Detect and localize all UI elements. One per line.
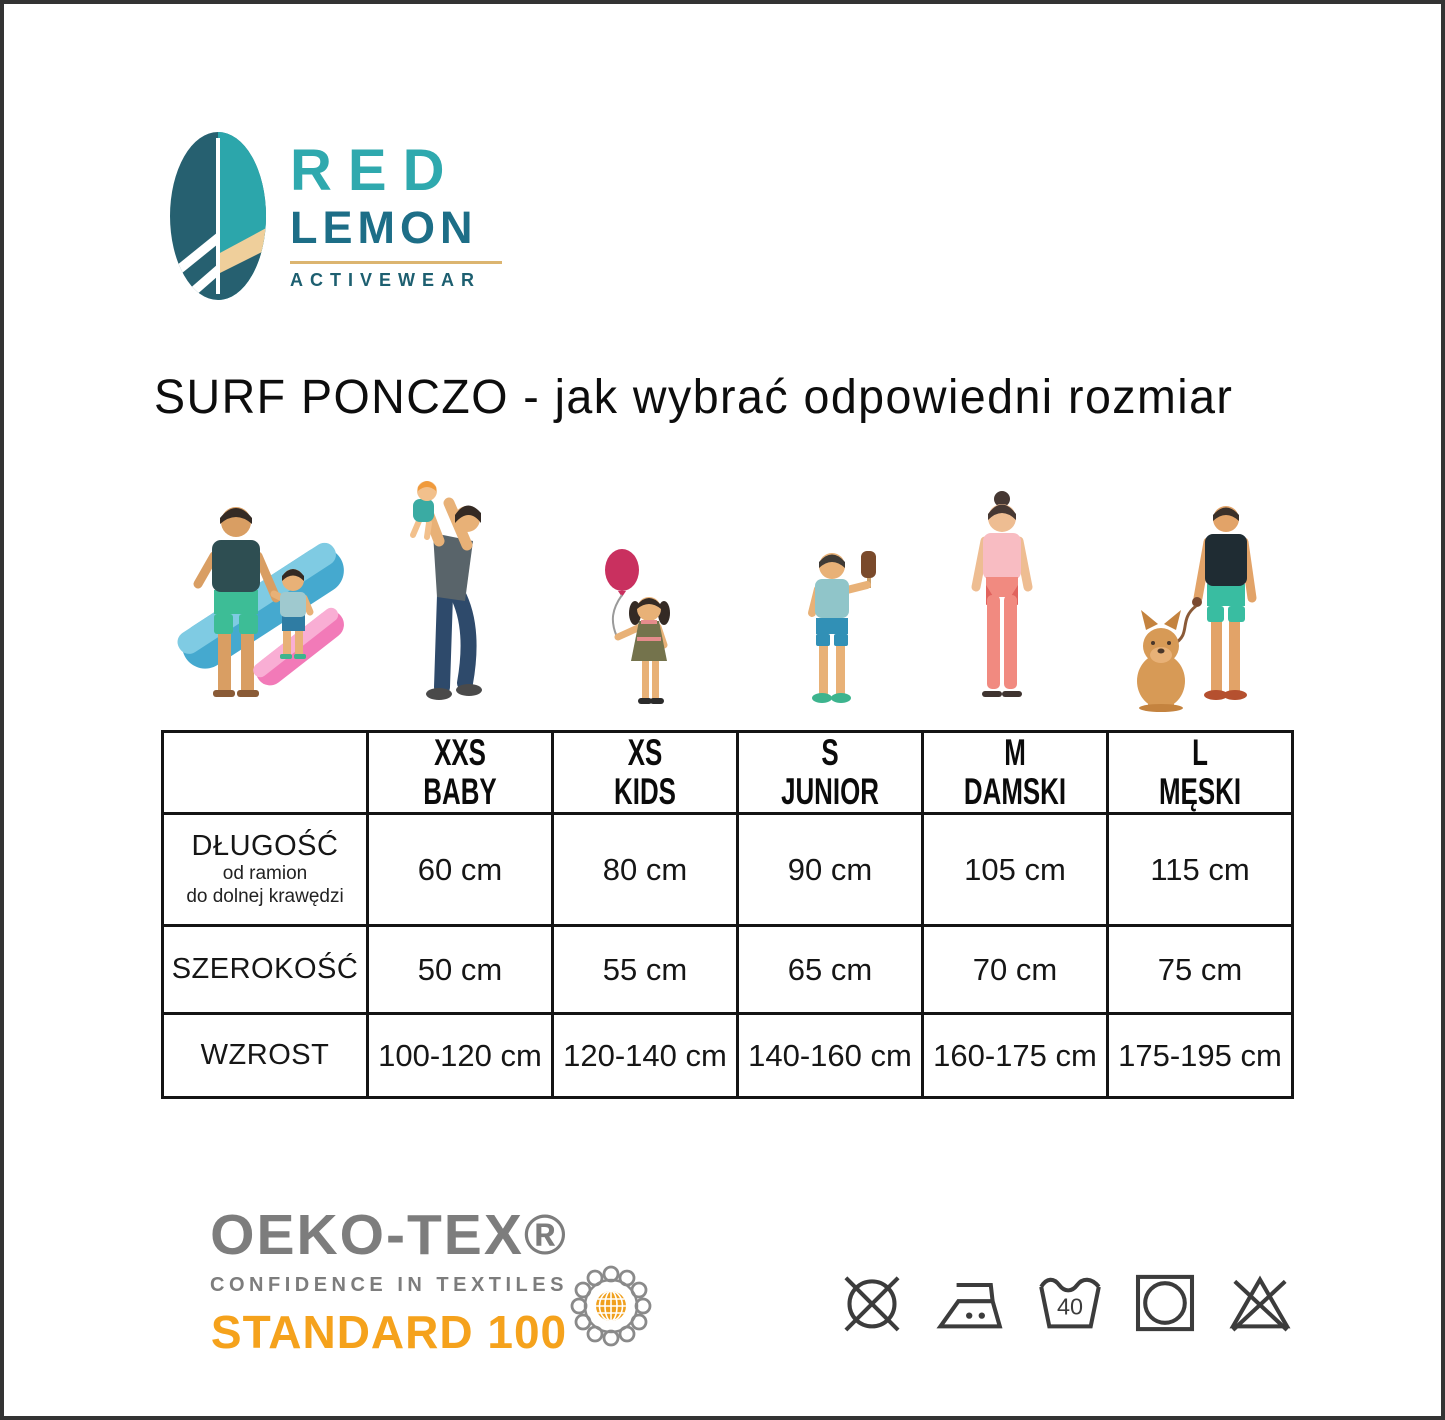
height-xs: 120-140 cm	[553, 1014, 738, 1098]
father-lifting-baby-illustration	[387, 475, 505, 711]
table-row-width	[163, 926, 1293, 1014]
height-s: 140-160 cm	[738, 1014, 923, 1098]
length-l: 115 cm	[1108, 814, 1293, 926]
width-m: 70 cm	[923, 926, 1108, 1014]
brand-wordmark	[290, 128, 502, 304]
row-label: WZROST	[200, 1039, 330, 1071]
row-header-length	[163, 814, 368, 926]
row-sublabel-line2: do dolnej krawędzi	[186, 886, 344, 907]
row-sublabel-line1: od ramion	[222, 863, 308, 885]
size-code: XXS	[434, 731, 486, 773]
height-xxs: 100-120 cm	[368, 1014, 553, 1098]
wash-40-icon	[1032, 1267, 1108, 1339]
girl-with-balloon-illustration	[594, 547, 694, 710]
do-not-bleach-icon	[1222, 1267, 1298, 1339]
iron-two-dots-icon	[929, 1267, 1013, 1339]
height-m: 160-175 cm	[923, 1014, 1108, 1098]
size-code: XS	[627, 731, 663, 773]
brand-name-top: RED	[290, 138, 461, 203]
brand-logo	[166, 128, 502, 304]
length-xxs: 60 cm	[368, 814, 553, 926]
column-header-m	[923, 732, 1108, 814]
brand-tagline: ACTIVEWEAR	[290, 269, 481, 290]
width-s: 65 cm	[738, 926, 923, 1014]
page-title: SURF PONCZO - jak wybrać odpowiedni rozmiar	[154, 371, 1234, 424]
row-header-height	[163, 1014, 368, 1098]
wash-temperature: 40	[1056, 1293, 1084, 1320]
row-label: SZEROKOŚĆ	[171, 953, 359, 985]
table-row-length	[163, 814, 1293, 926]
oeko-tex-standard: STANDARD 100	[210, 1306, 568, 1358]
size-group: KIDS	[614, 770, 676, 812]
width-xs: 55 cm	[553, 926, 738, 1014]
oeko-tex-subtitle: CONFIDENCE IN TEXTILES	[210, 1274, 568, 1296]
care-symbols	[834, 1267, 1298, 1339]
table-row-height	[163, 1014, 1293, 1098]
length-m: 105 cm	[923, 814, 1108, 926]
size-group: JUNIOR	[781, 770, 879, 812]
oeko-tex-title: OEKO-TEX®	[210, 1203, 568, 1267]
size-code: M	[1004, 731, 1026, 773]
width-l: 75 cm	[1108, 926, 1293, 1014]
size-group: DAMSKI	[963, 770, 1067, 812]
size-group: BABY	[423, 770, 497, 812]
tumble-dry-icon	[1127, 1267, 1203, 1339]
row-header-width	[163, 926, 368, 1014]
man-with-dog-illustration	[1128, 498, 1276, 713]
oeko-tex-logo	[209, 1203, 569, 1359]
column-header-xs	[553, 732, 738, 814]
size-table-header-row	[163, 732, 1293, 814]
length-s: 90 cm	[738, 814, 923, 926]
father-and-son-with-surfboards-illustration	[170, 496, 348, 711]
oeko-tex-flower-icon	[569, 1264, 653, 1348]
row-label: DŁUGOŚĆ	[191, 830, 339, 863]
do-not-dry-clean-icon	[834, 1267, 910, 1339]
size-code: L	[1192, 731, 1208, 773]
brand-rule	[290, 261, 502, 264]
column-header-s	[738, 732, 923, 814]
width-xxs: 50 cm	[368, 926, 553, 1014]
column-header-l	[1108, 732, 1293, 814]
length-xs: 80 cm	[553, 814, 738, 926]
size-code: S	[821, 731, 839, 773]
woman-standing-illustration	[951, 489, 1053, 711]
empty-corner-cell	[163, 732, 368, 814]
surfboard-logo-icon	[166, 128, 270, 304]
column-header-xxs	[368, 732, 553, 814]
boy-with-ice-cream-illustration	[785, 545, 893, 710]
brand-name-bottom: LEMON	[290, 202, 478, 253]
height-l: 175-195 cm	[1108, 1014, 1293, 1098]
size-table	[161, 730, 1294, 1099]
size-group: MĘSKI	[1158, 770, 1242, 812]
